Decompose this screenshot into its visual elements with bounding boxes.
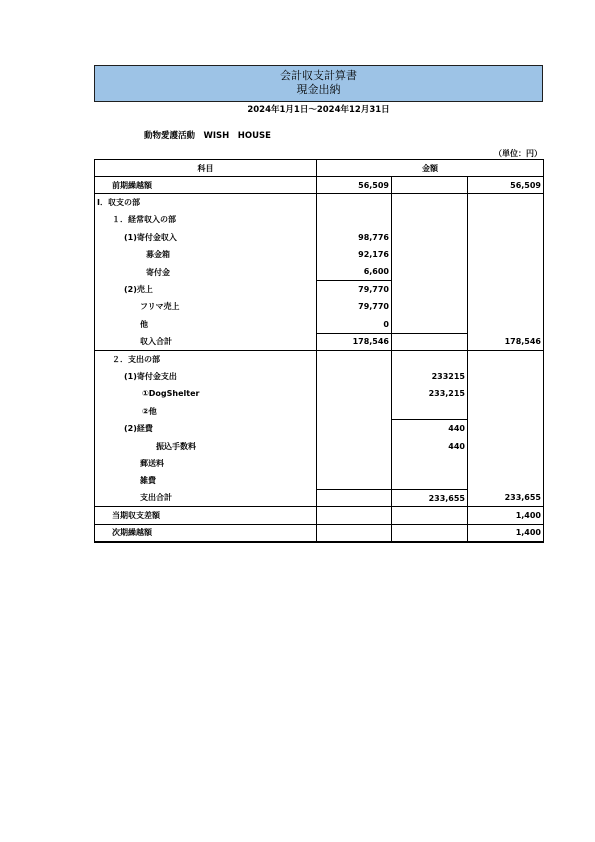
cell-value: 6,600 xyxy=(317,263,392,280)
table-row xyxy=(95,507,544,524)
cell-empty xyxy=(317,350,392,367)
cell-value: 233215 xyxy=(392,368,468,385)
cell-value: 233,215 xyxy=(392,385,468,402)
table-header-row xyxy=(95,160,544,177)
row-label: (1)寄付金収入 xyxy=(95,229,317,246)
cell-empty xyxy=(468,281,544,298)
cell-value: 1,400 xyxy=(468,524,544,541)
row-label: 当期収支差額 xyxy=(95,507,317,524)
cell-empty xyxy=(468,455,544,472)
cell-empty xyxy=(317,490,392,507)
row-label: 収入合計 xyxy=(95,333,317,350)
report-subtitle: 現金出納 xyxy=(296,83,341,96)
row-label: 寄付金 xyxy=(95,263,317,280)
row-label: ①DogShelter xyxy=(95,385,317,402)
table-row xyxy=(95,490,544,507)
cell-empty xyxy=(468,263,544,280)
header-amount: 金額 xyxy=(317,160,544,177)
table-row xyxy=(95,385,544,402)
cell-empty xyxy=(392,455,468,472)
table-row xyxy=(95,403,544,420)
table-row xyxy=(95,420,544,437)
organization-name: 動物愛護活動 WISH HOUSE xyxy=(144,131,271,141)
cell-value: 233,655 xyxy=(392,490,468,507)
row-label: 振込手数料 xyxy=(95,437,317,454)
cell-value: 98,776 xyxy=(317,229,392,246)
table-row xyxy=(95,211,544,228)
row-label: 前期繰越額 xyxy=(95,177,317,194)
cell-empty xyxy=(392,524,468,541)
table-row xyxy=(95,229,544,246)
table-row xyxy=(95,437,544,454)
table-row xyxy=(95,524,544,541)
cell-empty xyxy=(392,194,468,211)
cell-empty xyxy=(468,420,544,437)
cell-empty xyxy=(468,403,544,420)
cell-empty xyxy=(392,177,468,194)
table-row xyxy=(95,455,544,472)
title-box xyxy=(94,65,543,102)
row-label: (2)売上 xyxy=(95,281,317,298)
cell-empty xyxy=(468,437,544,454)
table-row xyxy=(95,194,544,211)
report-title: 会計収支計算書 xyxy=(280,69,357,82)
cell-empty xyxy=(468,472,544,489)
table-row xyxy=(95,281,544,298)
cell-value: 440 xyxy=(392,420,468,437)
cell-empty xyxy=(392,263,468,280)
cell-value: 56,509 xyxy=(317,177,392,194)
row-label: (1)寄付金支出 xyxy=(95,368,317,385)
table-row xyxy=(95,316,544,333)
cell-empty xyxy=(392,403,468,420)
cell-empty xyxy=(468,246,544,263)
cell-empty xyxy=(392,229,468,246)
cell-empty xyxy=(317,455,392,472)
cell-empty xyxy=(317,385,392,402)
cell-empty xyxy=(392,298,468,315)
table-row xyxy=(95,333,544,350)
row-label: Ⅰ．収支の部 xyxy=(95,194,317,211)
cell-empty xyxy=(392,246,468,263)
cell-empty xyxy=(317,437,392,454)
row-label: ２．支出の部 xyxy=(95,350,317,367)
cell-empty xyxy=(468,368,544,385)
cell-empty xyxy=(317,472,392,489)
cell-value: 178,546 xyxy=(317,333,392,350)
cell-value: 0 xyxy=(317,316,392,333)
cell-value: 440 xyxy=(392,437,468,454)
cell-empty xyxy=(468,298,544,315)
header-item: 科目 xyxy=(95,160,317,177)
row-label: ②他 xyxy=(95,403,317,420)
row-label: 郵送料 xyxy=(95,455,317,472)
row-label: 支出合計 xyxy=(95,490,317,507)
cell-empty xyxy=(468,229,544,246)
cell-empty xyxy=(468,350,544,367)
cell-empty xyxy=(317,368,392,385)
cell-empty xyxy=(392,333,468,350)
cell-empty xyxy=(392,472,468,489)
row-label: １．経常収入の部 xyxy=(95,211,317,228)
report-period: 2024年1月1日～2024年12月31日 xyxy=(247,105,390,115)
row-label: (2)経費 xyxy=(95,420,317,437)
cell-value: 233,655 xyxy=(468,490,544,507)
cell-value: 92,176 xyxy=(317,246,392,263)
cell-empty xyxy=(392,350,468,367)
cell-empty xyxy=(392,211,468,228)
cell-empty xyxy=(468,316,544,333)
cell-empty xyxy=(468,194,544,211)
row-label: フリマ売上 xyxy=(95,298,317,315)
row-label: 次期繰越額 xyxy=(95,524,317,541)
cell-value: 79,770 xyxy=(317,281,392,298)
cell-value: 56,509 xyxy=(468,177,544,194)
cell-empty xyxy=(392,281,468,298)
table-row xyxy=(95,472,544,489)
cell-empty xyxy=(317,211,392,228)
cell-empty xyxy=(317,194,392,211)
cell-empty xyxy=(468,385,544,402)
cell-value: 79,770 xyxy=(317,298,392,315)
cell-empty xyxy=(317,507,392,524)
row-label: 他 xyxy=(95,316,317,333)
cell-empty xyxy=(317,420,392,437)
table-row xyxy=(95,246,544,263)
table-row xyxy=(95,368,544,385)
cell-empty xyxy=(392,316,468,333)
unit-label: （単位：円） xyxy=(494,149,542,158)
cell-empty xyxy=(317,403,392,420)
row-label: 募金箱 xyxy=(95,246,317,263)
cell-empty xyxy=(317,524,392,541)
table-row xyxy=(95,263,544,280)
table-row xyxy=(95,298,544,315)
cell-empty xyxy=(392,507,468,524)
cell-empty xyxy=(468,211,544,228)
financial-table xyxy=(94,159,544,543)
cell-value: 178,546 xyxy=(468,333,544,350)
cell-value: 1,400 xyxy=(468,507,544,524)
table-row xyxy=(95,177,544,194)
row-label: 雑費 xyxy=(95,472,317,489)
table-row xyxy=(95,350,544,367)
